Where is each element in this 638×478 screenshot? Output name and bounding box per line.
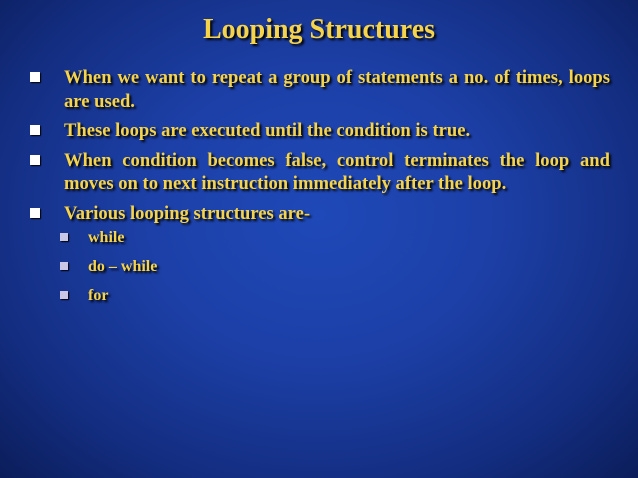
sub-bullet-text: do – while: [88, 258, 158, 275]
bullet-item: [30, 202, 610, 307]
square-bullet-icon: [30, 72, 40, 82]
sub-bullet-item: [60, 227, 606, 248]
bullet-text: These loops are executed until the condition is true.: [64, 120, 471, 141]
square-sub-bullet-icon: [60, 262, 68, 270]
bullet-text: When we want to repeat a group of statements a no. of times, loops are used.: [64, 67, 610, 112]
bullet-text: When condition becomes false, control terminates the loop and moves on to next instruction immediately after the loop.: [64, 149, 610, 194]
bullet-text: Various looping structures are-: [64, 202, 311, 224]
sub-bullet-text: while: [88, 229, 125, 246]
sub-bullet-list: [60, 227, 606, 306]
slide-title: Looping Structures: [202, 14, 436, 45]
square-bullet-icon: [30, 208, 40, 218]
bullet-item: [30, 149, 610, 196]
square-sub-bullet-icon: [60, 233, 68, 241]
bullet-list: [30, 66, 610, 314]
square-bullet-icon: [30, 155, 40, 165]
square-sub-bullet-icon: [60, 291, 68, 299]
sub-bullet-item: [60, 285, 606, 306]
square-bullet-icon: [30, 125, 40, 135]
bullet-item: [30, 119, 610, 143]
sub-bullet-text: for: [88, 287, 109, 304]
sub-bullet-item: [60, 256, 606, 277]
bullet-item: [30, 66, 610, 113]
